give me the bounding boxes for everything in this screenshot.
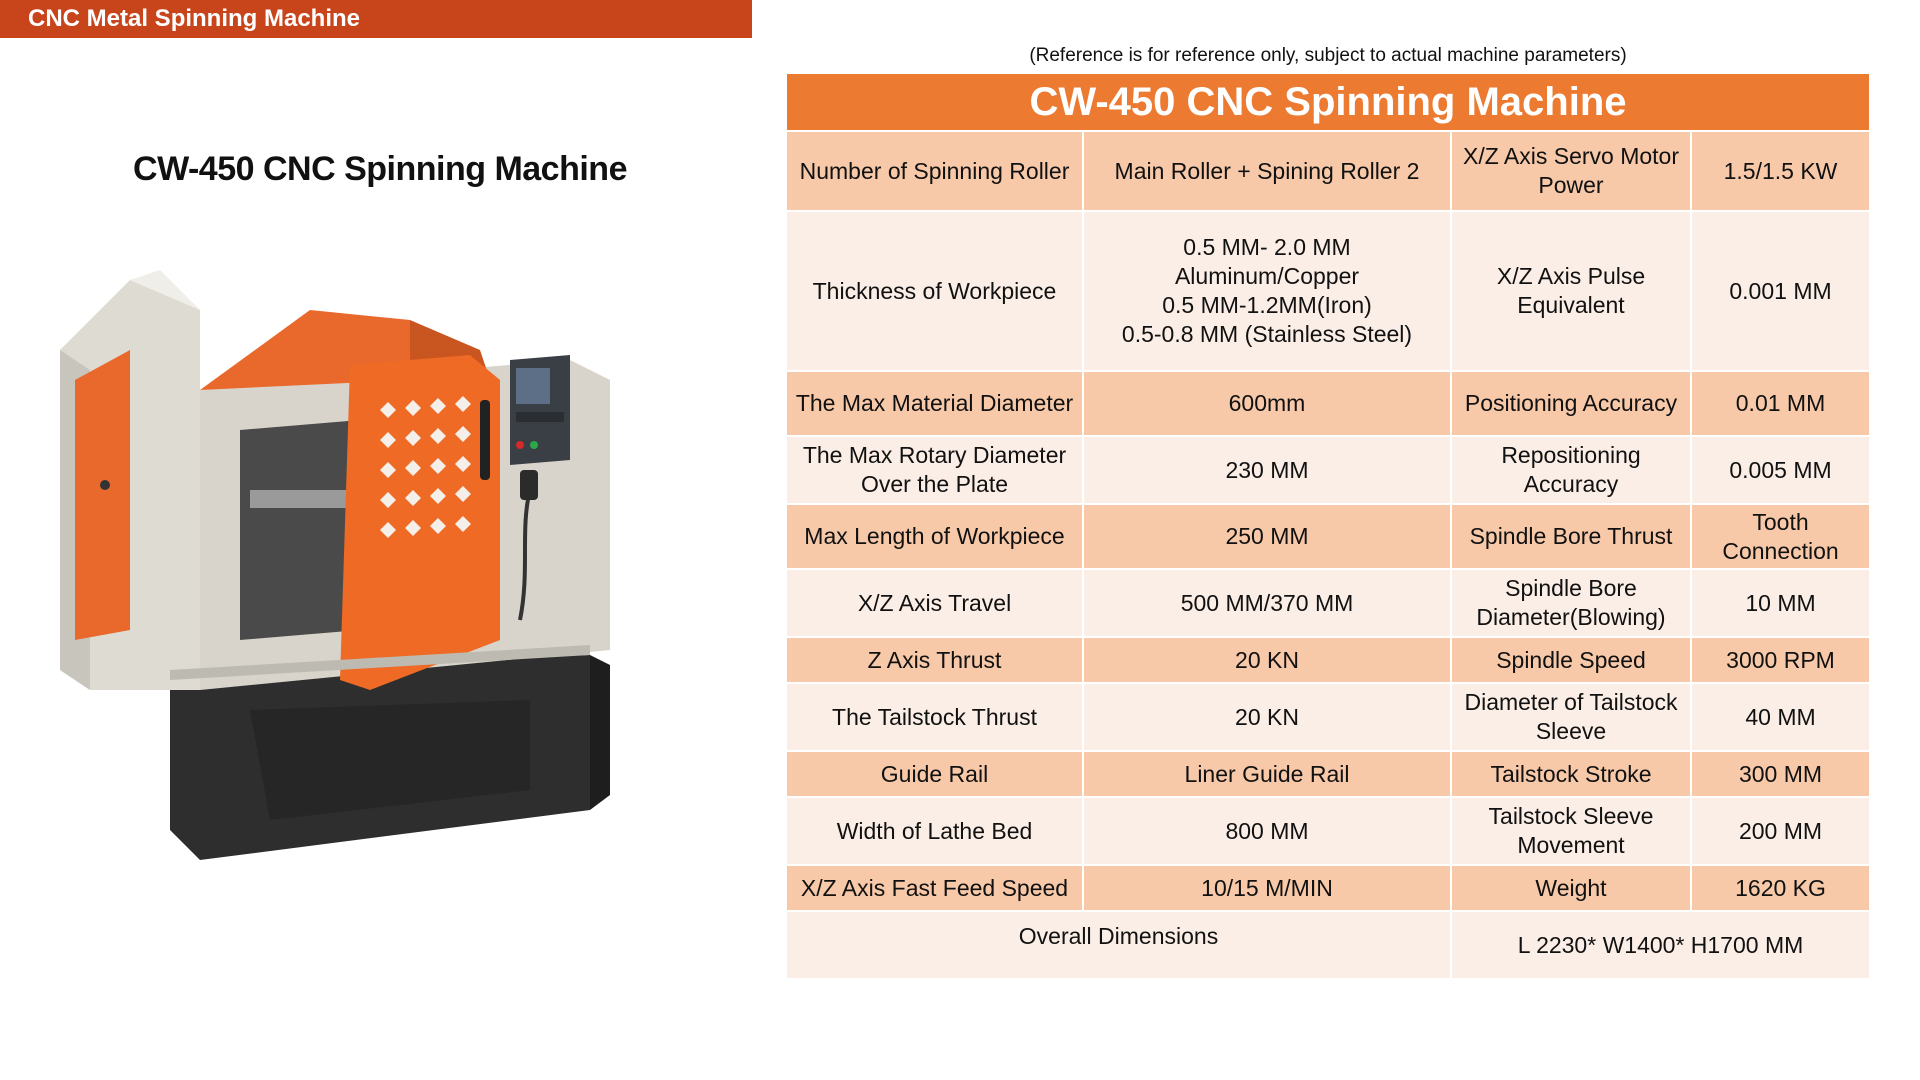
spec-value: 10/15 M/MIN	[1084, 866, 1452, 912]
spec-value: 600mm	[1084, 372, 1452, 437]
spec-label: Z Axis Thrust	[787, 638, 1084, 684]
spec-label: Diameter of Tailstock Sleeve	[1452, 684, 1692, 752]
spec-table-container	[787, 74, 1869, 980]
table-row	[787, 684, 1869, 752]
spec-value: 10 MM	[1692, 570, 1869, 638]
reference-note: (Reference is for reference only, subject to actual machine parameters)	[1029, 45, 1627, 66]
spec-label: Spindle Bore Diameter(Blowing)	[1452, 570, 1692, 638]
spec-value: 500 MM/370 MM	[1084, 570, 1452, 638]
machine-title: CW-450 CNC Spinning Machine	[133, 150, 627, 188]
spec-value: Tooth Connection	[1692, 505, 1869, 570]
spec-label: Weight	[1452, 866, 1692, 912]
overall-dimensions-label: Overall Dimensions	[787, 912, 1452, 980]
table-row	[787, 132, 1869, 212]
table-row	[787, 798, 1869, 866]
spec-label: Tailstock Stroke	[1452, 752, 1692, 798]
spec-label: X/Z Axis Fast Feed Speed	[787, 866, 1084, 912]
spec-value: 300 MM	[1692, 752, 1869, 798]
spec-value: 230 MM	[1084, 437, 1452, 505]
spec-value: 1620 KG	[1692, 866, 1869, 912]
spec-label: X/Z Axis Pulse Equivalent	[1452, 212, 1692, 372]
spec-value: 3000 RPM	[1692, 638, 1869, 684]
spec-value: 0.005 MM	[1692, 437, 1869, 505]
spec-value: 0.001 MM	[1692, 212, 1869, 372]
table-row	[787, 372, 1869, 437]
spec-value: 0.01 MM	[1692, 372, 1869, 437]
table-row	[787, 212, 1869, 372]
overall-dimensions-value: L 2230* W1400* H1700 MM	[1452, 912, 1869, 980]
table-row	[787, 752, 1869, 798]
spec-label: Guide Rail	[787, 752, 1084, 798]
spec-label: Repositioning Accuracy	[1452, 437, 1692, 505]
spec-label: Number of Spinning Roller	[787, 132, 1084, 212]
spec-value: 20 KN	[1084, 684, 1452, 752]
spec-value: 200 MM	[1692, 798, 1869, 866]
spec-label: The Max Material Diameter	[787, 372, 1084, 437]
spec-value: 1.5/1.5 KW	[1692, 132, 1869, 212]
spec-value: 250 MM	[1084, 505, 1452, 570]
spec-value: 20 KN	[1084, 638, 1452, 684]
table-row	[787, 638, 1869, 684]
spec-label: X/Z Axis Travel	[787, 570, 1084, 638]
table-row	[787, 437, 1869, 505]
spec-label: Max Length of Workpiece	[787, 505, 1084, 570]
table-title: CW-450 CNC Spinning Machine	[787, 74, 1869, 132]
table-row	[787, 570, 1869, 638]
spec-value: 800 MM	[1084, 798, 1452, 866]
spec-label: The Tailstock Thrust	[787, 684, 1084, 752]
spec-label: Spindle Speed	[1452, 638, 1692, 684]
spec-label: Spindle Bore Thrust	[1452, 505, 1692, 570]
spec-value: 40 MM	[1692, 684, 1869, 752]
spec-label: Tailstock Sleeve Movement	[1452, 798, 1692, 866]
top-banner-title: CNC Metal Spinning Machine	[0, 0, 752, 38]
table-row	[787, 866, 1869, 912]
spec-label: Width of Lathe Bed	[787, 798, 1084, 866]
cnc-spinning-machine-photo	[50, 270, 720, 870]
table-row-overall	[787, 912, 1869, 980]
spec-value: 0.5 MM- 2.0 MM Aluminum/Copper 0.5 MM-1.2MM(Iron) 0.5-0.8 MM (Stainless Steel)	[1084, 212, 1452, 372]
spec-label: Positioning Accuracy	[1452, 372, 1692, 437]
spec-value: Liner Guide Rail	[1084, 752, 1452, 798]
spec-label: The Max Rotary Diameter Over the Plate	[787, 437, 1084, 505]
spec-table	[787, 74, 1869, 980]
spec-value: Main Roller + Spining Roller 2	[1084, 132, 1452, 212]
table-row	[787, 505, 1869, 570]
spec-label: Thickness of Workpiece	[787, 212, 1084, 372]
spec-label: X/Z Axis Servo Motor Power	[1452, 132, 1692, 212]
